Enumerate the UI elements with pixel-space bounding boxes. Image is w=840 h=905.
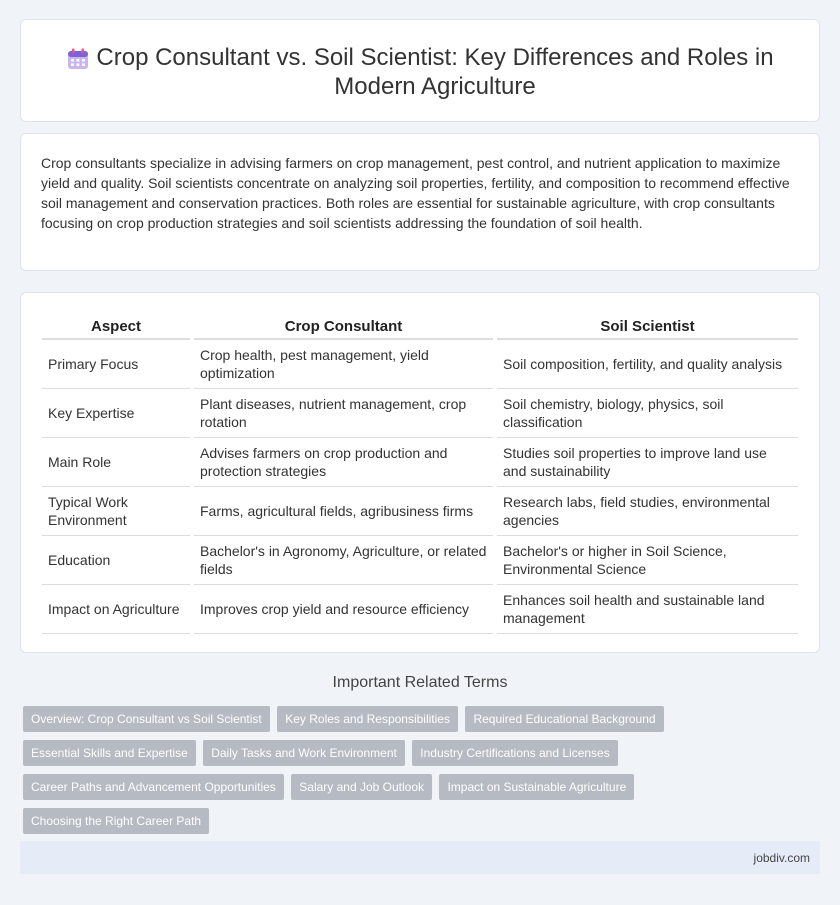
related-tag[interactable]: Career Paths and Advancement Opportunities	[23, 774, 284, 800]
column-header-crop-consultant: Crop Consultant	[192, 314, 495, 339]
column-header-aspect: Aspect	[42, 314, 192, 339]
table-cell-aspect: Key Expertise	[42, 389, 192, 438]
page-title: Crop Consultant vs. Soil Scientist: Key Differences and Roles in Modern Agriculture	[96, 44, 774, 100]
table-row	[42, 487, 798, 536]
table-cell-soil-scientist: Research labs, field studies, environmental agencies	[495, 487, 798, 536]
table-cell-soil-scientist: Studies soil properties to improve land use and sustainability	[495, 438, 798, 487]
table-cell-aspect: Typical Work Environment	[42, 487, 192, 536]
related-terms-heading: Important Related Terms	[332, 674, 508, 691]
intro-card	[20, 133, 820, 271]
table-row	[42, 585, 798, 634]
table-cell-crop-consultant: Improves crop yield and resource efficiency	[192, 585, 495, 634]
footer-site-link[interactable]: jobdiv.com	[753, 851, 810, 865]
intro-paragraph: Crop consultants specialize in advising farmers on crop management, pest control, and nutrient application to maximize yield and quality. Soil scientists concentrate on analyzing soil properties, fertility, and composition to recommend effective soil management and conservation practices. Both roles are essential for sustainable agriculture, with crop consultants focusing on crop production strategies and soil scientists addressing the foundation of soil health.	[41, 155, 790, 231]
footer	[20, 841, 820, 874]
comparison-table	[42, 314, 798, 634]
table-row	[42, 339, 798, 389]
related-terms-tags	[22, 706, 812, 842]
table-cell-aspect: Primary Focus	[42, 339, 192, 389]
comparison-card	[20, 292, 820, 653]
related-tag[interactable]: Choosing the Right Career Path	[23, 808, 209, 834]
table-cell-soil-scientist: Soil chemistry, biology, physics, soil classification	[495, 389, 798, 438]
table-header-row	[42, 314, 798, 339]
table-cell-crop-consultant: Crop health, pest management, yield optimization	[192, 339, 495, 389]
table-cell-soil-scientist: Enhances soil health and sustainable land management	[495, 585, 798, 634]
related-tag[interactable]: Industry Certifications and Licenses	[412, 740, 617, 766]
column-header-soil-scientist: Soil Scientist	[495, 314, 798, 339]
header-card	[20, 19, 820, 122]
related-tag[interactable]: Daily Tasks and Work Environment	[203, 740, 405, 766]
related-tag[interactable]: Key Roles and Responsibilities	[277, 706, 458, 732]
table-cell-crop-consultant: Plant diseases, nutrient management, crop rotation	[192, 389, 495, 438]
table-cell-crop-consultant: Advises farmers on crop production and protection strategies	[192, 438, 495, 487]
table-cell-crop-consultant: Farms, agricultural fields, agribusiness firms	[192, 487, 495, 536]
table-cell-crop-consultant: Bachelor's in Agronomy, Agriculture, or related fields	[192, 536, 495, 585]
table-cell-aspect: Impact on Agriculture	[42, 585, 192, 634]
related-tag[interactable]: Salary and Job Outlook	[291, 774, 432, 800]
table-cell-soil-scientist: Bachelor's or higher in Soil Science, Environmental Science	[495, 536, 798, 585]
table-row	[42, 536, 798, 585]
related-tag[interactable]: Overview: Crop Consultant vs Soil Scientist	[23, 706, 270, 732]
related-tag[interactable]: Required Educational Background	[465, 706, 663, 732]
table-cell-soil-scientist: Soil composition, fertility, and quality analysis	[495, 339, 798, 389]
table-row	[42, 389, 798, 438]
table-cell-aspect: Education	[42, 536, 192, 585]
related-tag[interactable]: Impact on Sustainable Agriculture	[439, 774, 634, 800]
related-tag[interactable]: Essential Skills and Expertise	[23, 740, 196, 766]
table-cell-aspect: Main Role	[42, 438, 192, 487]
table-row	[42, 438, 798, 487]
